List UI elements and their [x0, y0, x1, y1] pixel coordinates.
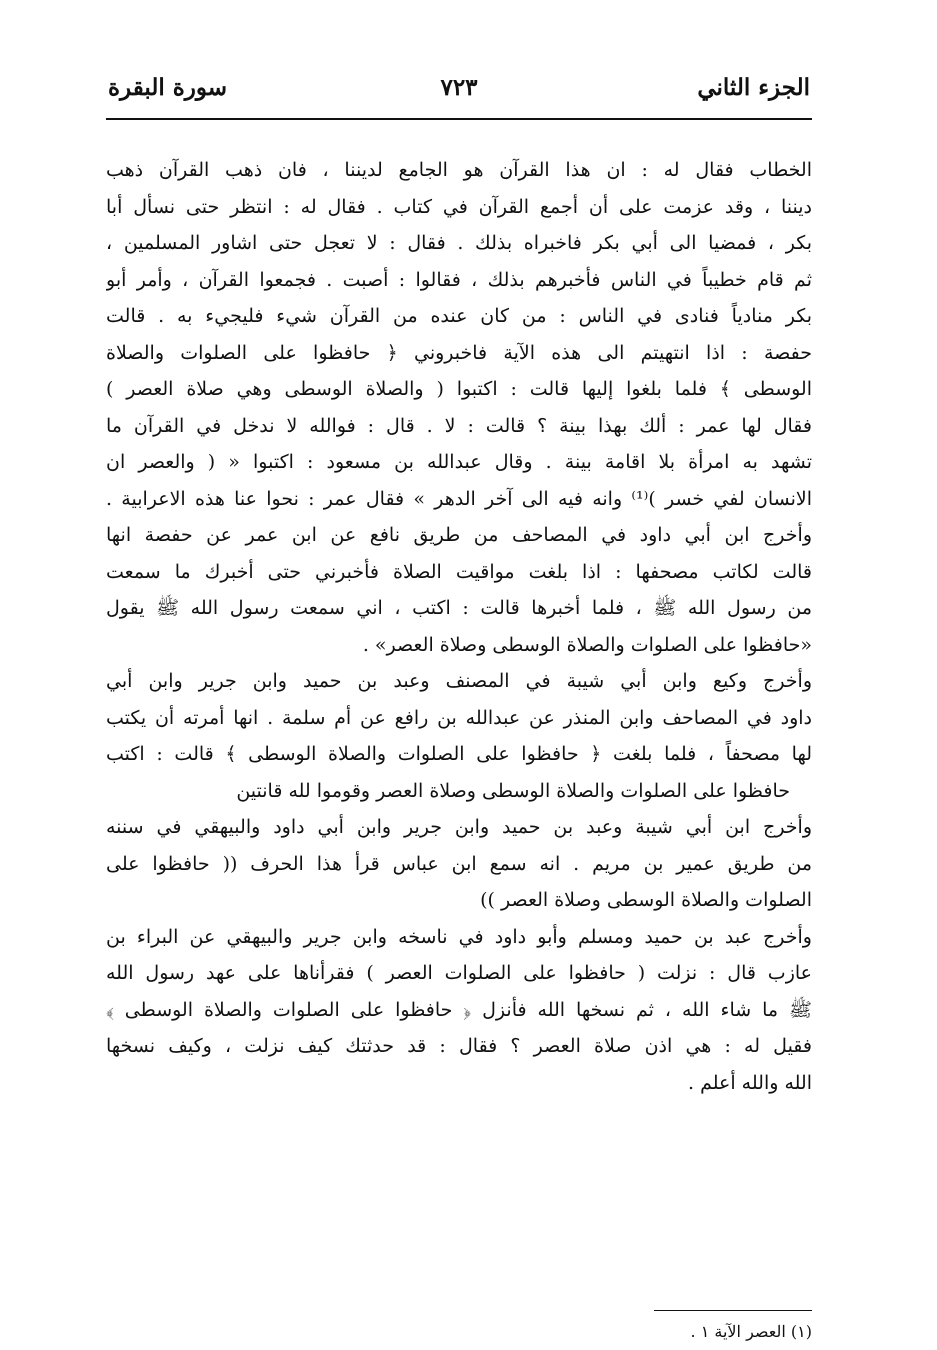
book-page [106, 60, 812, 1341]
text-line: ديننا ، وقد عزمت على أن أجمع القرآن في كتاب . فقال له : انتظر حتى نسأل أبا [106, 195, 812, 218]
quoted-text-line: حافظوا على الصلوات والصلاة الوسطى وصلاة العصر وقوموا لله قانتين [236, 779, 790, 802]
text-line: فقال لها عمر : ألك بهذا بينة ؟ قالت : لا . قال : فوالله لا ندخل في القرآن ما [106, 414, 812, 437]
part-title: الجزء الثاني [697, 74, 810, 101]
text-line: بكر ، فمضيا الى أبي بكر فاخبراه بذلك . فقال : لا تعجل حتى اشاور المسلمين ، [106, 232, 812, 254]
text-line: من رسول الله ﷺ ، فلما أخبرها قالت : اكتب ، اني سمعت رسول الله ﷺ يقول [106, 597, 812, 619]
text-line: وأخرج ابن أبي شيبة وعبد بن حميد وابن جرير وابن أبي داود والبيهقي في سننه [106, 816, 812, 838]
text-line: الخطاب فقال له : ان هذا القرآن هو الجامع لديننا ، فان ذهب القرآن ذهب [106, 159, 812, 181]
main-text [106, 152, 812, 1101]
text-line: لها مصحفاً ، فلما بلغت ﴿ حافظوا على الصلوات والصلاة الوسطى ﴾ قالت : اكتب [106, 743, 812, 765]
page-number: ٧٢٣ [440, 74, 478, 101]
text-line: الوسطى ﴾ فلما بلغوا إليها قالت : اكتبوا ( والصلاة الوسطى وهي صلاة العصر ) [106, 378, 812, 400]
text-line: «حافظوا على الصلوات والصلاة الوسطى وصلاة العصر» . [362, 633, 812, 656]
text-line: حفصة : اذا انتهيتم الى هذه الآية فاخبروني ﴿ حافظوا على الصلوات والصلاة [106, 341, 812, 364]
text-line: قالت لكاتب مصحفها : اذا بلغت مواقيت الصلاة فأخبرني حتى أخبرك ما سمعت [106, 560, 812, 583]
footnote-divider [654, 1310, 812, 1311]
page-header [106, 60, 812, 120]
text-line: فقيل له : هي اذن صلاة العصر ؟ فقال : قد حدثتك كيف نزلت ، وكيف نسخها [106, 1035, 812, 1057]
text-line: تشهد به امرأة بلا اقامة بينة . وقال عبدالله بن مسعود : اكتبوا « ( والعصر ان [106, 451, 812, 473]
text-line: الصلوات والصلاة الوسطى وصلاة العصر )) [480, 889, 812, 911]
text-line: داود في المصاحف وابن المنذر عن عبدالله بن رافع عن أم سلمة . انها أمرته أن يكتب [106, 706, 812, 729]
text-line: عازب قال : نزلت ( حافظوا على الصلوات العصر ) فقرأناها على عهد رسول الله [106, 962, 812, 984]
text-line: ﷺ ما شاء الله ، ثم نسخها الله فأنزل ﴿ حافظوا على الصلوات والصلاة الوسطى ﴾ [106, 998, 812, 1021]
text-line: وأخرج ابن أبي داود في المصاحف من طريق نافع عن ابن عمر عن حفصة انها [106, 524, 812, 546]
text-line: من طريق عمير بن مريم . انه سمع ابن عباس قرأ هذا الحرف (( حافظوا على [106, 852, 812, 875]
text-line: ثم قام خطيباً في الناس فأخبرهم بذلك ، فقالوا : أصبت . فجمعوا القرآن ، وأمر أبو [106, 268, 812, 291]
surah-title: سورة البقرة [108, 74, 228, 101]
text-line: وأخرج وكيع وابن أبي شيبة في المصنف وعبد بن حميد وابن جرير وابن أبي [106, 670, 812, 692]
text-line: الانسان لفي خسر )⁽¹⁾ وانه فيه الى آخر الدهر » فقال عمر : نحوا عنا هذه الاعرابية . [106, 487, 812, 510]
text-line: بكر منادياً فنادى في الناس : من كان عنده من القرآن شيء فليجيء به . قالت [106, 305, 812, 327]
text-line: الله والله أعلم . [688, 1071, 812, 1094]
footnote: (١) العصر الآية ١ . [690, 1322, 812, 1341]
text-line: وأخرج عبد بن حميد ومسلم وأبو داود في ناسخه وابن جرير والبيهقي عن البراء بن [106, 925, 812, 948]
